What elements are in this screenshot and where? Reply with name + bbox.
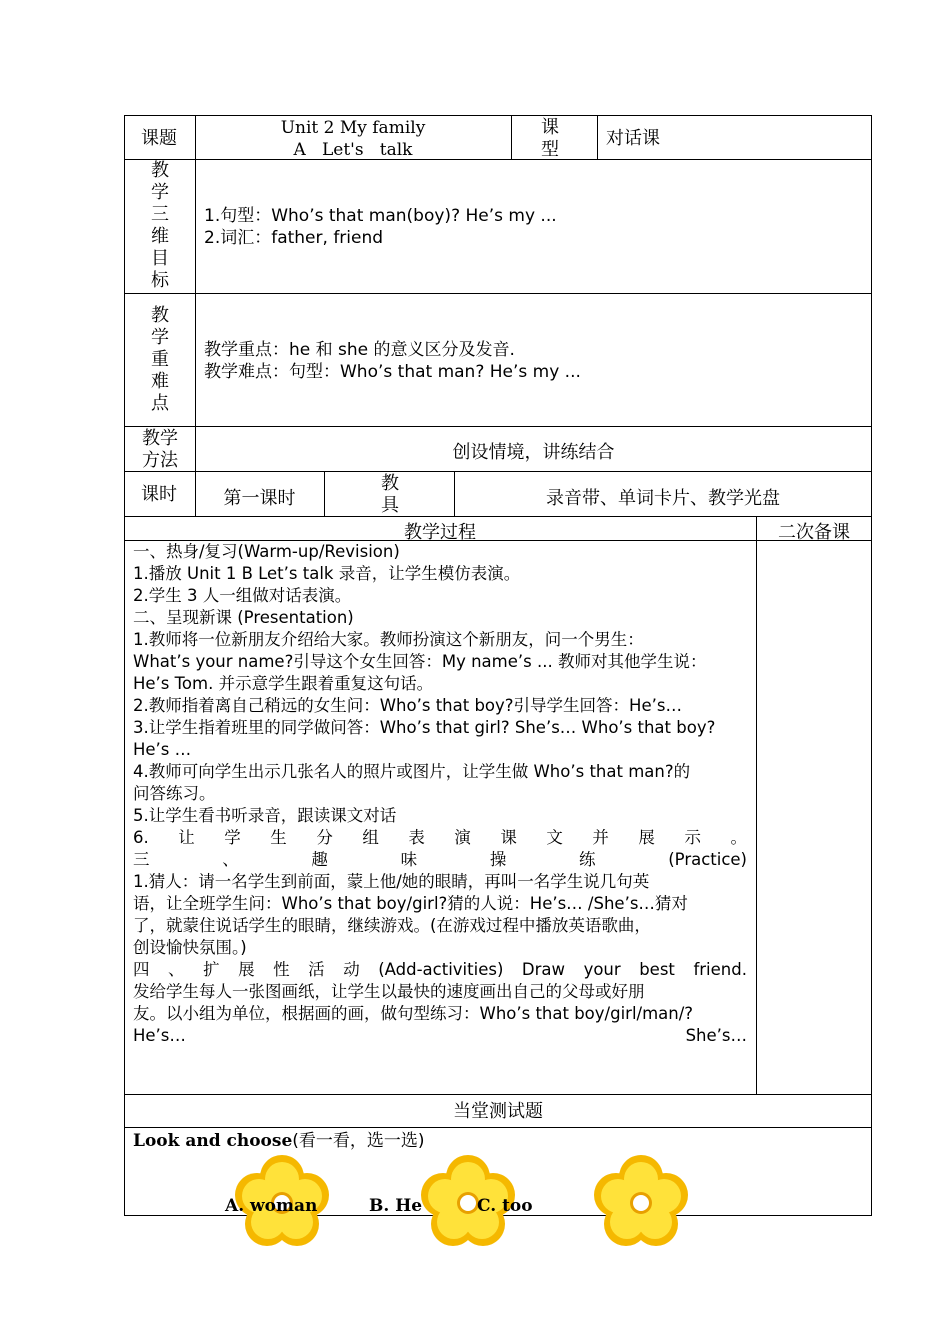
process-line: What’s your name?引导这个女生回答：My name’s ... 教师对其他学生说： <box>133 652 707 671</box>
keypoint-line-2: 教学难点：句型：Who’s that man? He’s my ... <box>204 362 581 382</box>
process-body <box>133 541 747 1047</box>
objective-line-2: 2.词汇：father, friend <box>204 228 384 248</box>
topic-title: Unit 2 My family <box>280 118 426 138</box>
quiz-option-b[interactable]: B. He <box>369 1196 423 1216</box>
process-line: 1.猜人：请一名学生到前面，蒙上他/她的眼睛，再叫一名学生说几句英 <box>133 872 650 891</box>
quiz-instruction: Look and choose(看一看，选一选) <box>133 1131 425 1151</box>
process-line: 一、热身/复习(Warm-up/Revision) <box>133 542 400 561</box>
objective-line-1: 1.句型：Who’s that man(boy)? He’s my ... <box>204 206 557 226</box>
process-line-justified: 6. 让 学 生 分 组 表 演 课 文 并 展 示 。 <box>133 828 747 847</box>
flower-icon <box>593 1153 689 1253</box>
type-value: 对话课 <box>606 128 660 149</box>
process-line: 发给学生每人一张图画纸，让学生以最快的速度画出自己的父母或好朋 <box>133 982 645 1001</box>
process-line: He’s Tom. 并示意学生跟着重复这句话。 <box>133 674 434 693</box>
topic-label: 课题 <box>141 128 177 149</box>
process-line: 语，让全班学生问：Who’s that boy/girl?猜的人说：He’s… /She’s…猜对 <box>133 894 688 913</box>
keypoint-line-1: 教学重点：he 和 she 的意义区分及发音. <box>204 340 515 360</box>
process-line: 2.教师指着离自己稍远的女生问：Who’s that boy?引导学生回答：He’s… <box>133 696 682 715</box>
process-line-justified: He’s… She’s… <box>133 1026 747 1045</box>
process-line: 4.教师可向学生出示几张名人的照片或图片，让学生做 Who’s that man?的 <box>133 762 691 781</box>
process-line: 3.让学生指着班里的同学做问答：Who’s that girl? She’s… Who’s that boy? <box>133 718 716 737</box>
period-value: 第一课时 <box>223 488 296 509</box>
process-line: 问答练习。 <box>133 784 216 803</box>
process-line: 5.让学生看书听录音，跟读课文对话 <box>133 806 397 825</box>
process-line: 了，就蒙住说话学生的眼睛，继续游戏。(在游戏过程中播放英语歌曲， <box>133 916 651 935</box>
process-line: 1.教师将一位新朋友介绍给大家。教师扮演这个新朋友，问一个男生： <box>133 630 644 649</box>
process-line: He’s … <box>133 740 192 759</box>
type-label: 课型 <box>541 117 559 160</box>
process-line: 二、呈现新课 (Presentation) <box>133 608 354 627</box>
process-line: 友。以小组为单位，根据画的画，做句型练习：Who’s that boy/girl/man/? <box>133 1004 694 1023</box>
quiz-header: 当堂测试题 <box>453 1101 543 1122</box>
process-line-justified: 四 、 扩 展 性 活 动 (Add-activities) Draw your best friend. <box>133 960 747 979</box>
process-line: 创设愉快氛围。) <box>133 938 247 957</box>
process-line: 2.学生 3 人一组做对话表演。 <box>133 586 352 605</box>
process-header: 教学过程 <box>404 522 476 543</box>
notes-header: 二次备课 <box>778 522 850 543</box>
keypoints-label: 教学重难点 <box>151 305 169 414</box>
topic-subtitle: A Let's talk <box>293 140 413 160</box>
method-value: 创设情境，讲练结合 <box>452 442 615 463</box>
process-line: 1.播放 Unit 1 B Let’s talk 录音，让学生模仿表演。 <box>133 564 521 583</box>
process-line-justified: 三 、 趣 味 操 练 (Practice) <box>133 850 747 869</box>
quiz-option-c[interactable]: C. too <box>477 1196 533 1216</box>
method-label: 教学方法 <box>142 428 178 471</box>
period-label: 课时 <box>141 484 177 505</box>
aids-value: 录音带、单词卡片、教学光盘 <box>546 488 780 509</box>
objectives-label: 教学三维目标 <box>151 160 169 291</box>
quiz-option-a[interactable]: A. woman <box>225 1196 318 1216</box>
aids-label: 教具 <box>381 473 399 516</box>
